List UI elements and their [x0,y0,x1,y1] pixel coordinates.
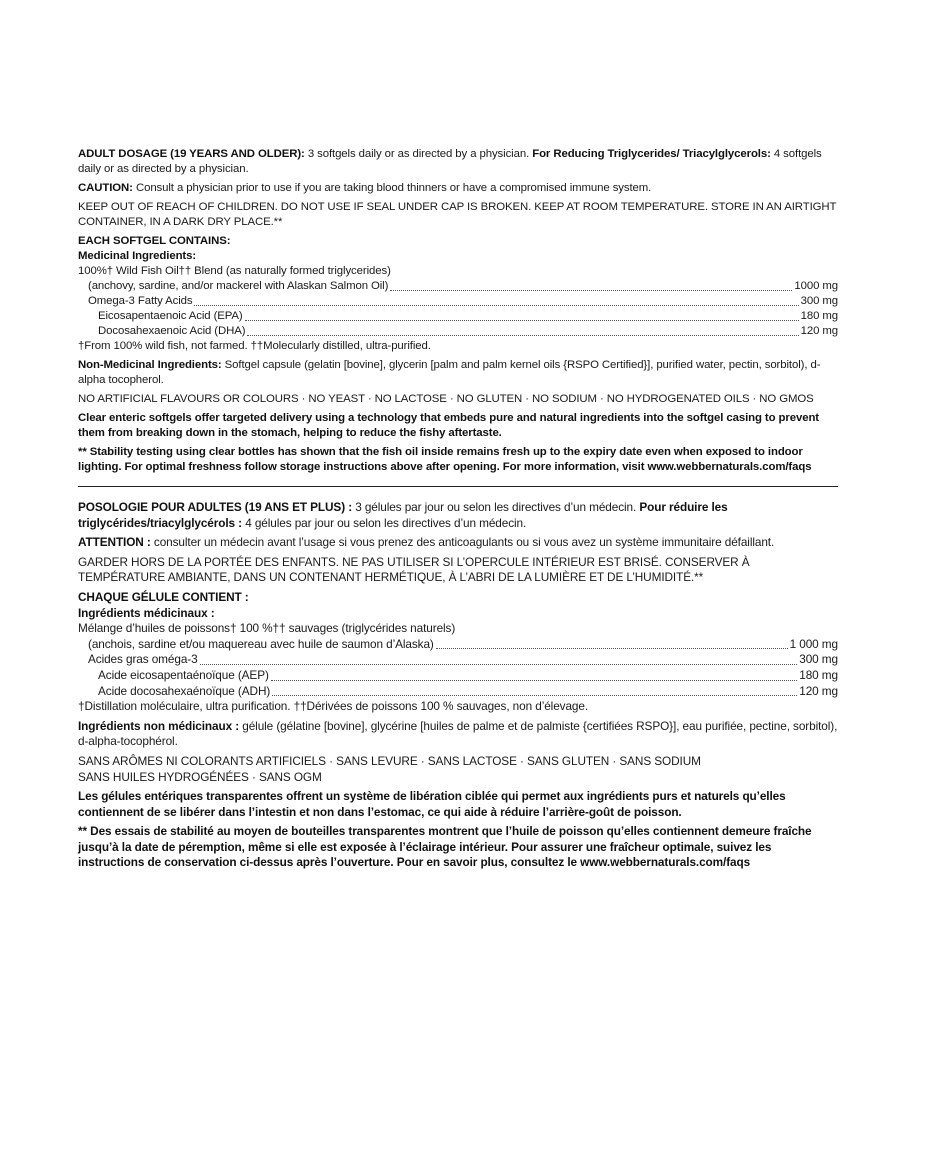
free-of-list-fr [78,754,838,785]
ingredient-name: Acide docosahexaénoïque (ADH) [98,683,271,698]
stability-statement: ** Stability testing using clear bottles has shown that the fish oil inside remains fresh up to the expiry date even when exposed to indoor lighting. For optimal freshness follow storage instructions above after opening. For more information, visit www.webbernaturals.com/faqs [78,446,812,473]
free-of-line-1: SANS ARÔMES NI COLORANTS ARTIFICIELS · SANS LEVURE · SANS LACTOSE · SANS GLUTEN · SANS SODIUM [78,753,701,768]
storage-warning: KEEP OUT OF REACH OF CHILDREN. DO NOT USE IF SEAL UNDER CAP IS BROKEN. KEEP AT ROOM TEMPERATURE. STORE IN AN AIRTIGHT CONTAINER, IN A DARK DRY PLACE.** [78,201,837,228]
ingredient-name: Omega-3 Fatty Acids [88,295,193,307]
blend-line-fr: Mélange d’huiles de poissons† 100 %†† sauvages (triglycérides naturels) [78,621,456,636]
ingredient-row [78,684,838,700]
ingredient-row [78,309,838,324]
dot-leader [272,695,797,696]
ingredient-name: (anchois, sardine et/ou maquereau avec huile de saumon d’Alaska) [88,636,434,651]
caution-text: Consult a physician prior to use if you are taking blood thinners or have a compromised immune system. [132,182,652,194]
ingredient-row [78,652,838,668]
dot-leader [271,680,797,681]
medicinal-ingredients-heading-fr: Ingrédients médicinaux : [78,605,215,620]
contains-heading: EACH SOFTGEL CONTAINS: [78,235,231,247]
ingredient-amount: 1 000 mg [789,636,838,651]
ingredient-amount: 120 mg [800,325,838,337]
non-medicinal-label: Non-Medicinal Ingredients: [78,359,222,371]
ingredient-row [78,279,838,294]
dot-leader [436,648,788,649]
dot-leader [194,305,798,306]
non-medicinal-text: Softgel capsule (gelatin [bovine], glycerin [palm and palm kernel oils {RSPO Certified}], purified water, pectin, sorbitol), d-alpha tocopherol. [78,359,821,386]
ingredient-amount: 300 mg [800,295,838,307]
ingredient-row [78,637,838,653]
storage-warning-fr: GARDER HORS DE LA PORTÉE DES ENFANTS. NE PAS UTILISER SI L’OPERCULE INTÉRIEUR EST BRISÉ. CONSERVER À TEMPÉRATURE AMBIANTE, DANS UN CONTENANT HERMÉTIQUE, À L’ABRI DE LA LUMIÈRE ET DE L’HUMIDITÉ.** [78,554,750,585]
free-of-list: NO ARTIFICIAL FLAVOURS OR COLOURS · NO YEAST · NO LACTOSE · NO GLUTEN · NO SODIUM · NO HYDROGENATED OILS · NO GMOS [78,393,814,405]
ingredient-amount: 1000 mg [794,280,838,292]
blend-line: 100%† Wild Fish Oil†† Blend (as naturally formed triglycerides) [78,265,391,277]
footnote-fr: †Distillation moléculaire, ultra purification. ††Dérivées de poissons 100 % sauvages, non d’élevage. [78,699,589,714]
caution-fr [78,535,838,551]
french-section [78,500,838,871]
ingredient-amount: 180 mg [799,667,838,682]
dosage-label-fr: POSOLOGIE POUR ADULTES (19 ANS ET PLUS) : [78,500,353,514]
medicinal-ingredients-heading: Medicinal Ingredients: [78,250,197,262]
ingredient-row [78,324,838,339]
ingredient-row [78,294,838,309]
ingredient-name: Docosahexaenoic Acid (DHA) [98,325,246,337]
caution-text-fr: consulter un médecin avant l’usage si vous prenez des anticoagulants ou si vous avez un système immunitaire défaillant. [150,535,775,550]
dot-leader [245,320,799,321]
dosage-label: ADULT DOSAGE (19 YEARS AND OLDER): [78,148,305,160]
dot-leader [390,290,792,291]
stability-statement-fr: ** Des essais de stabilité au moyen de bouteilles transparentes montrent que l’huile de poisson qu’elles contiennent demeure fraîche jusqu’à la date de péremption, même si elle est exposée à l’éclairage intérieur. Pour assurer une fraîcheur optimale, suivez les instructions de conservation ci-dessus après l’ouverture. Pour en savoir plus, consultez le www.webbernaturals.com/faqs [78,824,812,870]
english-section [78,147,838,475]
caution [78,181,838,196]
free-of-line-2: SANS HUILES HYDROGÉNÉES · SANS OGM [78,769,322,784]
triglyceride-dosage-text: 4 softgels daily or as directed by a physician. [78,148,822,175]
ingredient-amount: 120 mg [799,683,838,698]
non-medicinal-ingredients-fr [78,719,838,750]
triglyceride-dosage-label: For Reducing Triglycerides/ Triacylglycerols: [532,148,771,160]
ingredient-row [78,668,838,684]
triglyceride-dosage-text-fr: 4 gélules par jour ou selon les directives d’un médecin. [242,515,527,530]
dot-leader [200,664,798,665]
ingredient-name: (anchovy, sardine, and/or mackerel with Alaskan Salmon Oil) [88,280,389,292]
enteric-statement: Clear enteric softgels offer targeted delivery using a technology that embeds pure and natural ingredients into the softgel casing to prevent them from breaking down in the stomach, helping to reduce the fishy aftertaste. [78,412,819,439]
enteric-statement-fr: Les gélules entériques transparentes offrent un système de libération ciblée qui permet aux ingrédients purs et naturels qu’elles contiennent de se libérer dans l’intestin et non dans l’estomac, ce qui aide à réduire l’arrière-goût de poisson. [78,789,786,819]
ingredient-name: Acide eicosapentaénoïque (AEP) [98,667,269,682]
dosage-text-fr: 3 gélules par jour ou selon les directives d’un médecin. [352,500,640,514]
ingredient-name: Acides gras oméga-3 [88,652,198,667]
adult-dosage-fr [78,500,838,531]
ingredient-name: Eicosapentaenoic Acid (EPA) [98,310,243,322]
supplement-label-panel [78,147,838,875]
section-divider [78,486,838,487]
ingredient-amount: 300 mg [799,652,838,667]
non-medicinal-text-fr: gélule (gélatine [bovine], glycérine [huiles de palme et de palmiste {certifiées RSPO}], eau purifiée, pectine, sorbitol), d-alpha-tocophérol. [78,718,838,749]
ingredient-amount: 180 mg [800,310,838,322]
caution-label: CAUTION: [78,182,133,194]
adult-dosage [78,147,838,177]
footnote: †From 100% wild fish, not farmed. ††Molecularly distilled, ultra-purified. [78,340,431,352]
contains-heading-fr: CHAQUE GÉLULE CONTIENT : [78,589,249,604]
dosage-text: 3 softgels daily or as directed by a physician. [304,148,533,160]
triglyceride-dosage-label-fr: Pour réduire les triglycérides/triacylglycérols : [78,500,728,530]
dot-leader [247,335,798,336]
non-medicinal-label-fr: Ingrédients non médicinaux : [78,718,240,733]
caution-label-fr: ATTENTION : [78,535,151,550]
non-medicinal-ingredients [78,358,838,388]
